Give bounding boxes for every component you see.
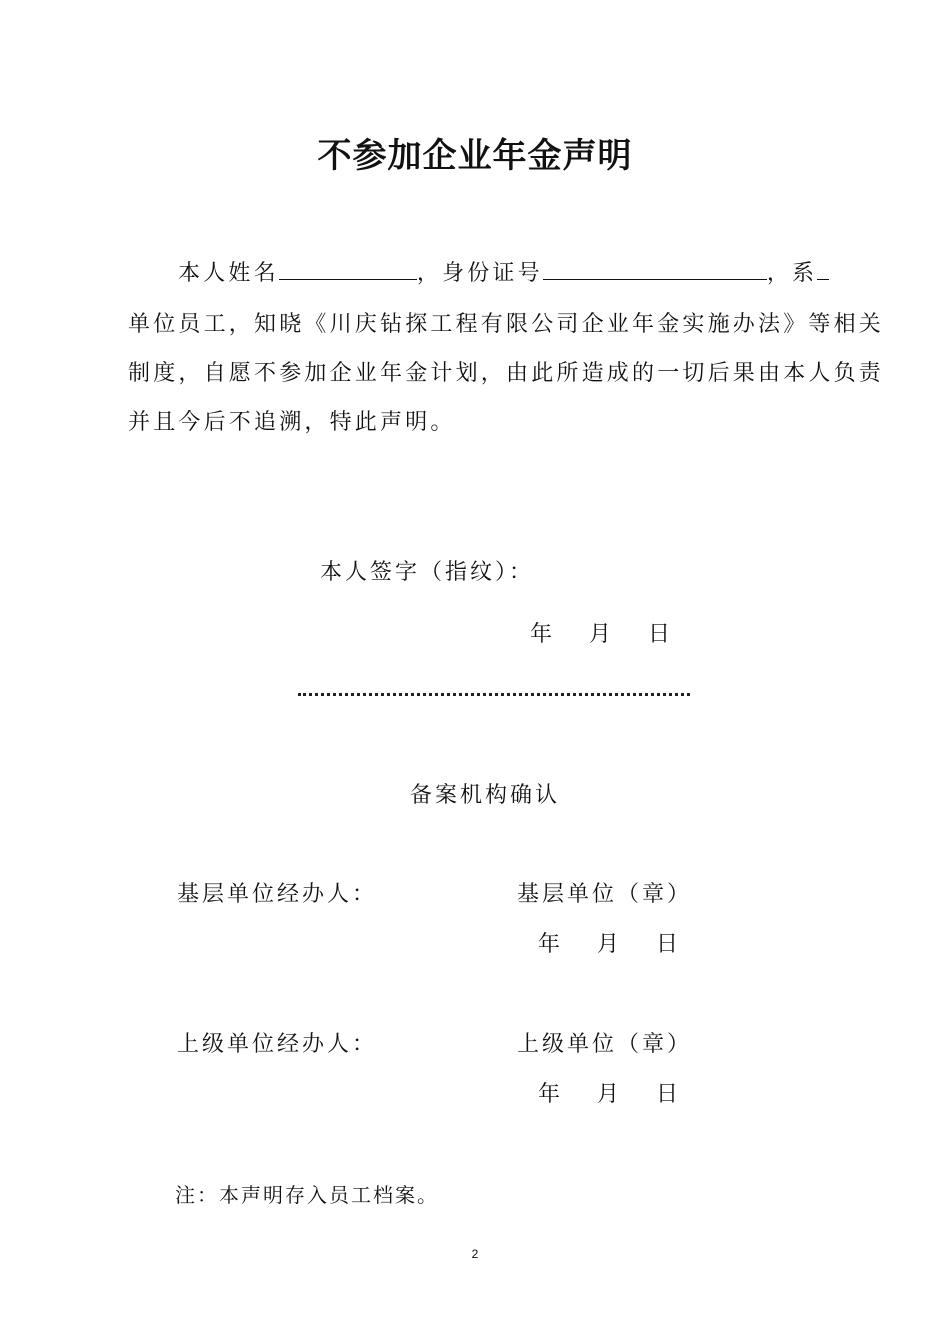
month-label: 月: [589, 622, 612, 647]
year-label: 年: [530, 622, 553, 647]
base-date: [538, 927, 678, 958]
year-label: 年: [538, 932, 561, 957]
filing-heading: 备案机构确认: [410, 783, 561, 808]
day-label: 日: [656, 1082, 679, 1107]
document-title: 不参加企业年金声明: [317, 136, 633, 176]
name-label: 本人姓名: [178, 261, 279, 286]
base-handler-label: 基层单位经办人：: [177, 882, 378, 907]
upper-handler-label: 上级单位经办人：: [177, 1032, 378, 1057]
id-number-label: ，身份证号: [416, 261, 543, 286]
dotted-separator: [298, 693, 690, 696]
employer-blank: [817, 257, 829, 280]
month-label: 月: [597, 1082, 620, 1107]
year-label: 年: [538, 1082, 561, 1107]
signature-label: 本人签字（指纹）：: [320, 560, 535, 585]
id-number-blank: [543, 257, 767, 280]
month-label: 月: [597, 932, 620, 957]
base-unit-seal-label: 基层单位（章）: [517, 882, 693, 907]
signature-date: [530, 617, 670, 648]
name-blank: [279, 257, 417, 280]
footnote: 注：本声明存入员工档案。: [175, 1183, 439, 1207]
declaration-line-2: 单位员工，知晓《川庆钻探工程有限公司企业年金实施办法》等相关: [128, 312, 885, 337]
declaration-line-3: 制度，自愿不参加企业年金计划，由此所造成的一切后果由本人负责: [128, 361, 885, 386]
upper-date: [538, 1077, 678, 1108]
day-label: 日: [656, 932, 679, 957]
declaration-line-1: [178, 256, 829, 287]
declaration-line-4: 并且今后不追溯，特此声明。: [128, 410, 456, 435]
upper-unit-seal-label: 上级单位（章）: [517, 1032, 693, 1057]
employer-label: ，系: [766, 261, 818, 286]
page-number: 2: [471, 1247, 479, 1261]
day-label: 日: [648, 622, 671, 647]
